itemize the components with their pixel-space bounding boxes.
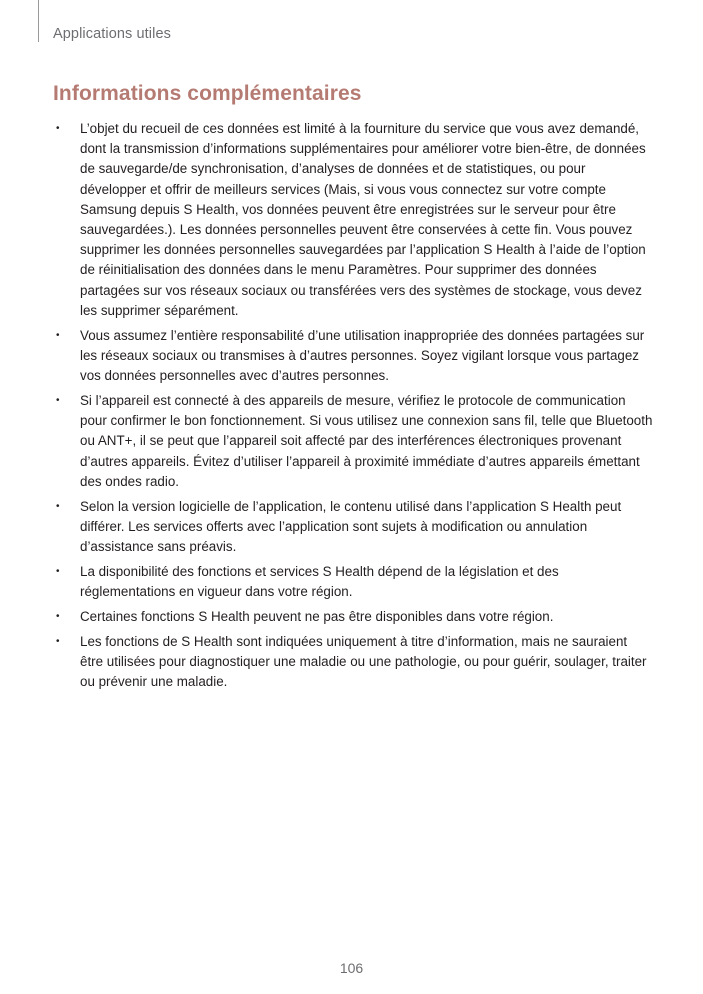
bullet-icon: •	[56, 636, 60, 647]
bullet-text: La disponibilité des fonctions et services S Health dépend de la législation et des réglementations en vigueur dans votre région.	[80, 564, 559, 600]
bullet-icon: •	[56, 395, 60, 407]
bullet-text: Certaines fonctions S Health peuvent ne pas être disponibles dans votre région.	[80, 609, 554, 625]
list-item	[53, 562, 653, 602]
list-item	[53, 326, 653, 387]
list-item	[53, 119, 653, 321]
bullet-text: Si l’appareil est connecté à des appareils de mesure, vérifiez le protocole de communication pour confirmer le bon fonctionnement. Si vous utilisez une connexion sans fil, telle que Bluetooth ou ANT+, il se peut que l’appareil soit affecté par des interférences électroniques provenant d’autres appareils. Évitez d’utiliser l’appareil à proximité immédiate d’autres appareils émettant des ondes radio.	[80, 393, 653, 489]
page-title: Informations complémentaires	[53, 82, 362, 105]
bullet-text: Les fonctions de S Health sont indiquées uniquement à titre d’information, mais ne sauraient être utilisées pour diagnostiquer une maladie ou une pathologie, ou pour guérir, soulager, traiter ou prévenir une maladie.	[80, 634, 647, 690]
bullet-text: Selon la version logicielle de l’application, le contenu utilisé dans l’application S Health peut différer. Les services offerts avec l’application sont sujets à modification ou annulation d’assistance sans préavis.	[80, 498, 622, 555]
list-item	[53, 632, 653, 693]
bullet-text: Vous assumez l’entière responsabilité d’une utilisation inappropriée des données partagées sur les réseaux sociaux ou transmises à d’autres personnes. Soyez vigilant lorsque vous partagez vos données personnelles avec d’autres personnes.	[80, 327, 645, 384]
bullet-icon: •	[56, 329, 60, 341]
bullet-icon: •	[56, 611, 60, 623]
bullet-icon: •	[56, 500, 60, 512]
list-item	[53, 391, 653, 492]
header-divider	[38, 0, 39, 42]
section-label: Applications utiles	[53, 26, 171, 42]
list-item	[53, 497, 653, 558]
page-number: 106	[339, 960, 364, 976]
bullet-icon: •	[56, 123, 60, 134]
bullet-icon: •	[56, 566, 60, 578]
bullet-list	[53, 119, 653, 697]
bullet-text: L’objet du recueil de ces données est limité à la fourniture du service que vous avez demandé, dont la transmission d’informations supplémentaires pour améliorer votre bien-être, de données de sauvegarde/de synchronisation, d’analyses de données et de statistiques, ou pour développer et offrir de meilleurs services (Mais, si vous vous connectez sur votre compte Samsung depuis S Health, vos données peuvent être enregistrées sur le serveur pour être sauvegardées.). Les données personnelles peuvent être conservées à cette fin. Vous pouvez supprimer les données personnelles sauvegardées par l’application S Health à l’aide de l’option de réinitialisation des données dans le menu Paramètres. Pour supprimer des données partagées sur vos réseaux sociaux ou transférées vers des systèmes de stockage, vous devez les supprimer séparément.	[80, 121, 646, 318]
list-item	[53, 607, 653, 627]
